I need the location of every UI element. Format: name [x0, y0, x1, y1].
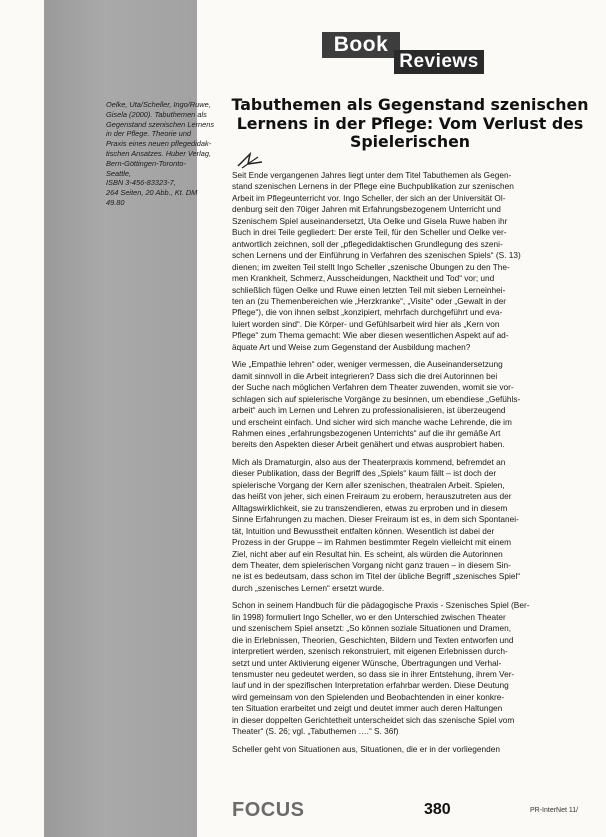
text-line: Prozess in der Gruppe – im Rahmen bestimmter Regeln vielleicht mit einem — [232, 537, 511, 548]
text-line: ten Situation erarbeitet und zeigt und deutet immer auch deren Haltungen — [232, 703, 503, 714]
text-line: Sinne Erfahrungen zu machen. Dieser Freiraum ist es, in dem sich Spontanei- — [232, 514, 519, 525]
text-line: dieser Publikation, dass der Begriff des „Spiels“ kaum fällt – ist doch der — [232, 468, 497, 479]
text-line: und szenischem Spiel ansetzt: „So können soziale Situationen und Dramen, — [232, 623, 512, 634]
review-title — [221, 96, 599, 152]
text-line: schen Lernens und der Einführung in Verfahren des szenischen Spiels“ (S. 13) — [232, 250, 521, 261]
bibliography-line: tischen Ansatzes. Huber Verlag, — [106, 148, 212, 158]
text-line: arbeit“ auch im Lernen und Lehren zu professionalisieren, ist überzeugend — [232, 405, 506, 416]
text-line: ten an (zu Themenbereichen wie „Herzkranke“, „Visite“ oder „Gewalt in der — [232, 295, 507, 306]
text-line: interpretiert werden, szenisch rekonstruiert, mit eigenen Erlebnissen durch- — [232, 646, 508, 657]
paragraph — [232, 457, 602, 594]
text-line: Alltagswirklichkeit, sie zu transzendieren, etwas zu erproben und in diesem — [232, 502, 508, 513]
title-line: Lernens in der Pflege: Vom Verlust des — [236, 113, 584, 133]
paragraph — [232, 359, 602, 451]
text-line: Seit Ende vergangenen Jahres liegt unter dem Titel Tabuthemen als Gegen- — [232, 170, 512, 180]
bibliography-line: in der Pflege. Theorie und — [106, 129, 192, 139]
bibliography-line: Praxis eines neuen pflegedidak- — [106, 139, 212, 149]
paragraph — [232, 170, 602, 353]
bibliography-line: 264 Seiten, 20 Abb., Kt. DM — [106, 188, 198, 198]
text-line: lin 1998) formuliert Ingo Scheller, wo er den Unterschied zwischen Theater — [232, 611, 506, 622]
text-line: und erscheint einfach. Und sicher wird sich manche wache Lehrende, die im — [232, 416, 512, 427]
title-line: Tabuthemen als Gegenstand szenischen — [231, 95, 589, 114]
text-line: luiert worden sind“. Die Körper- und Gefühlsarbeit wird hier als „Kern von — [232, 318, 500, 329]
text-line: Rahmen eines „erfahrungsbezogenen Unterrichts“ auf die ihr gemäße Art — [232, 427, 501, 438]
bibliography-line: 49.80 — [106, 197, 125, 207]
text-line: Scheller geht von Situationen aus, Situationen, die er in der vorliegenden — [232, 743, 500, 754]
text-line: tensmuster neu gedeutet werden, so dass sie in ihrer Entstehung, ihrem Ver- — [232, 669, 515, 680]
bibliography-line: Seattle, — [106, 168, 132, 178]
paragraph — [232, 744, 602, 755]
text-line: Szenischem Spiel auseinandersetzt, Uta Oelke und Gisela Ruwe haben ihr — [232, 215, 508, 226]
badge-word-reviews: Reviews — [394, 50, 484, 74]
text-line: Theater“ (S. 26; vgl. „Tabuthemen ….“ S. 36f) — [232, 726, 399, 737]
text-line: men Krankheit, Schmerz, Ausscheidungen, Nacktheit und Tod“ vor; und — [232, 273, 495, 284]
bibliography-line: Gegenstand szenischen Lernens — [106, 119, 215, 129]
page-footer — [0, 798, 606, 828]
text-line: Buch in drei Teile gegliedert: Der erste Teil, für den Scheller und Oelke ver- — [232, 227, 507, 238]
review-body — [232, 170, 602, 792]
text-line: tät, Intuition und Bewusstheit entfalten können. Wesentlich ist dabei der — [232, 525, 495, 536]
text-line: Mich als Dramaturgin, also aus der Theaterpraxis kommend, befremdet an — [232, 456, 506, 467]
text-line: stand szenischen Lernens in der Pflege eine Buchpublikation zur szenischen — [232, 181, 514, 192]
issue-label: PR-InterNet 11/ — [530, 807, 579, 814]
text-line: der Suche nach möglichen Verfahren dem Theater zuwenden, womit sie vor- — [232, 382, 514, 393]
text-line: setzt und unter Aktivierung eigener Wünsche, Übertragungen und Verhal- — [232, 657, 502, 668]
text-line: in dieser doppelten Gerichtetheit unterscheidet sich das szenische Spiel vom — [232, 714, 515, 725]
text-line: durch „szenisches Lernen“ ersetzt wurde. — [232, 582, 385, 593]
text-line: Pflege“ zum Thema gemacht: Wie aber diesen wesentlichen Aspekt auf ad- — [232, 330, 509, 341]
text-line: dem Theater, dem spielerischen Vorgang nicht ganz trauen – in diesem Sin- — [232, 559, 511, 570]
text-line: dienen; im zweiten Teil stellt Ingo Scheller „szenische Übungen zu den The- — [232, 261, 510, 272]
text-line: ne ist es bedeutsam, dass schon im Titel der übliche Begriff „szenisches Spiel“ — [232, 571, 521, 582]
text-line: denburg seit den 70iger Jahren mit Erfahrungsbezogenem Unterricht und — [232, 204, 501, 215]
text-line: Wie „Empathie lehren“ oder, weniger vermessen, die Auseinandersetzung — [232, 359, 503, 370]
text-line: lauf und in der spezifischen Interpretation erfahrbar werden. Diese Deutung — [232, 680, 509, 691]
paragraph — [232, 600, 602, 737]
text-line: Ziel, nicht aber auf ein Resultat hin. Es scheint, als würden die Autorinnen — [232, 548, 503, 559]
focus-logo: FOCUS — [232, 799, 305, 821]
badge-word-book: Book — [322, 32, 400, 58]
text-line: antwortlich zeichnen, soll der „pflegedidaktischen Grundlegung des szeni- — [232, 238, 503, 249]
grey-sidebar — [44, 0, 215, 837]
text-line: Schon in seinem Handbuch für die pädagogische Praxis - Szenisches Spiel (Ber- — [232, 600, 530, 611]
text-line: Pflege“), die von ihnen selbst „konzipiert, mehrfach durchgeführt und eva- — [232, 307, 503, 318]
text-line: die in Erlebnissen, Theorien, Geschichten, Bildern und Texten entworfen und — [232, 634, 514, 645]
bibliography-line: Gisela (2000). Tabuthemen als — [106, 109, 207, 119]
bibliography-line: Bern-Göttingen-Toronto- — [106, 158, 186, 168]
text-line: wird gemeinsam von den Spielenden und Beobachtenden in einer konkre- — [232, 691, 505, 702]
text-line: das heißt von jeher, sich einen Freiraum zu erobern, herauszutreten aus der — [232, 491, 512, 502]
text-line: schlagen sich auf spielerische Vorgänge zu besinnen, um ebendiese „Gefühls- — [232, 393, 521, 404]
bibliography-line: Oelke, Uta/Scheller, Ingo/Ruwe, — [106, 100, 211, 109]
pen-mark-icon — [236, 148, 264, 170]
text-line: Arbeit im Pflegeunterricht vor. Ingo Scheller, der sich an der Universität Ol- — [232, 192, 506, 203]
text-line: bereits den Aspekten dieser Arbeit genähert und etwas ausprobiert haben. — [232, 439, 505, 450]
bibliographic-info — [106, 100, 239, 208]
text-line: damit sinnvoll in die Arbeit integrieren? Dass sich die drei Autorinnen bei — [232, 370, 498, 381]
title-line: Spielerischen — [349, 132, 471, 151]
text-line: spielerische Vorgang der Kern aller szenischen, theatralen Arbeit. Spielen, — [232, 479, 505, 490]
text-line: schließlich fügen Oelke und Ruwe einen letzten Teil mit sieben Lerneinhei- — [232, 284, 506, 295]
bibliography-line: ISBN 3-456-83323-7, — [106, 178, 176, 188]
text-line: äquate Art und Weise zum Gegenstand der Ausbildung machen? — [232, 341, 471, 352]
page-number: 380 — [424, 801, 451, 818]
